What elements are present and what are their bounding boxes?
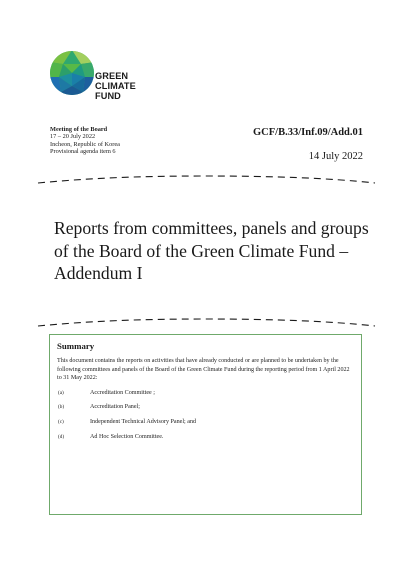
list-item-label: (b): [58, 404, 65, 411]
summary-intro: This document contains the reports on activities that have already conducted or are planned to be undertaken by the following committees and panels of the Board of the Green Climate Fund during the reporting period from 1 April 2022 to 31 May 2022:: [57, 358, 350, 382]
meeting-location: Incheon, Republic of Korea: [50, 140, 120, 148]
summary-list: [57, 389, 354, 441]
meeting-dates: 17 – 20 July 2022: [50, 133, 96, 141]
meeting-title: Meeting of the Board: [50, 126, 108, 133]
meeting-meta: [50, 126, 120, 156]
wave-divider-bottom: [30, 316, 383, 328]
globe-logo-icon: [49, 50, 95, 96]
gcf-logo: [49, 50, 149, 110]
document-code: GCF/B.33/Inf.09/Add.01: [253, 127, 363, 138]
document-title: Reports from committees, panels and groups of the Board of the Green Climate Fund – Addendum I: [54, 218, 369, 283]
list-item-label: (d): [58, 433, 65, 440]
list-item-text: Ad Hoc Selection Committee.: [90, 433, 164, 440]
list-item: [57, 389, 354, 398]
agenda-item: Provisional agenda item 6: [50, 148, 116, 156]
list-item-label: (a): [58, 389, 64, 396]
summary-heading: Summary: [57, 341, 95, 351]
list-item-text: Independent Technical Advisory Panel; and: [90, 418, 197, 425]
list-item: [57, 403, 354, 412]
wave-divider-top: [30, 173, 383, 185]
logo-wordmark: [95, 71, 136, 101]
document-date: 14 July 2022: [308, 151, 363, 162]
list-item: [57, 418, 354, 427]
logo-line-1: GREEN: [95, 71, 129, 81]
list-item-text: Accreditation Panel;: [90, 404, 140, 411]
logo-line-2: CLIMATE: [95, 81, 136, 91]
list-item: [57, 433, 354, 442]
list-item-text: Accreditation Committee ;: [90, 389, 155, 396]
logo-line-3: FUND: [95, 91, 121, 101]
summary-box: [49, 334, 362, 515]
list-item-label: (c): [58, 418, 64, 425]
